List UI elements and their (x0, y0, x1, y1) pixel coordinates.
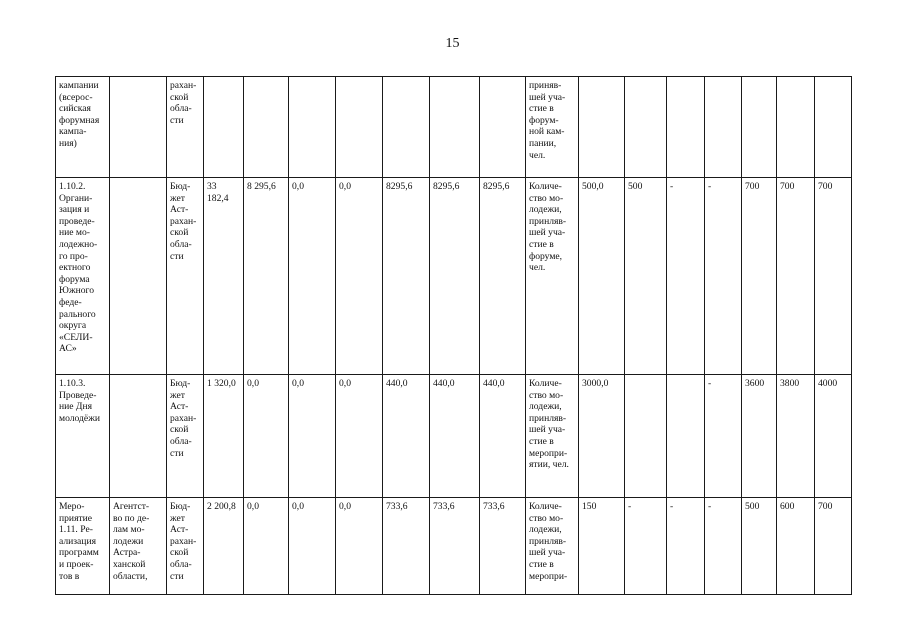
table-cell: кампании (всерос- сийская форумная кампа- ния) (56, 77, 110, 178)
table-row (56, 77, 852, 178)
table-cell: 0,0 (336, 375, 383, 498)
table-cell: 3600 (742, 375, 777, 498)
table-cell (430, 77, 480, 178)
table-cell (289, 77, 336, 178)
table-cell: 8295,6 (480, 178, 526, 375)
table-cell: приняв- шей уча- стие в форум- ной кам- пании, чел. (526, 77, 579, 178)
table-cell: Меро- приятие 1.11. Ре- ализация программ и проек- тов в (56, 498, 110, 595)
table-cell: 500 (625, 178, 667, 375)
table-cell: Количе- ство мо- лодежи, принляв- шей уча- стие в меропри- (526, 498, 579, 595)
table-cell (667, 375, 705, 498)
table-cell (110, 178, 167, 375)
table-cell (383, 77, 430, 178)
budget-table (55, 76, 852, 595)
table-cell: Бюд- жет Аст- рахан- ской обла- сти (167, 178, 204, 375)
table-cell: 4000 (815, 375, 852, 498)
table-cell: - (667, 498, 705, 595)
table-row (56, 498, 852, 595)
table-cell: Бюд- жет Аст- рахан- ской обла- сти (167, 375, 204, 498)
table-cell: рахан- ской обла- сти (167, 77, 204, 178)
table-cell: 0,0 (336, 498, 383, 595)
table-cell: 3000,0 (579, 375, 625, 498)
table-cell: 733,6 (430, 498, 480, 595)
table-cell (815, 77, 852, 178)
table-cell: 0,0 (244, 498, 289, 595)
table-cell: 1 320,0 (204, 375, 244, 498)
table-cell (625, 375, 667, 498)
table-cell (705, 77, 742, 178)
table-cell: 440,0 (480, 375, 526, 498)
table-cell (336, 77, 383, 178)
table-cell: Агентст- во по де- лам мо- лодежи Астра- ханской области, (110, 498, 167, 595)
table-row (56, 375, 852, 498)
table-cell (742, 77, 777, 178)
table-cell (667, 77, 705, 178)
table-cell: Количе- ство мо- лодежи, принляв- шей уча- стие в форуме, чел. (526, 178, 579, 375)
table-cell: - (625, 498, 667, 595)
table-cell: 733,6 (383, 498, 430, 595)
table-cell (110, 77, 167, 178)
table-cell: 700 (742, 178, 777, 375)
table-cell: 1.10.3. Проведе- ние Дня молодёжи (56, 375, 110, 498)
table-cell: 3800 (777, 375, 815, 498)
table-cell (579, 77, 625, 178)
table-cell: 33 182,4 (204, 178, 244, 375)
table-cell: 500,0 (579, 178, 625, 375)
table-cell: 0,0 (289, 498, 336, 595)
table-cell: 700 (777, 178, 815, 375)
table-cell: 733,6 (480, 498, 526, 595)
table-cell: 500 (742, 498, 777, 595)
page-number: 15 (445, 36, 460, 51)
table-cell: 2 200,8 (204, 498, 244, 595)
table-cell: 150 (579, 498, 625, 595)
table-cell: 0,0 (244, 375, 289, 498)
table-cell: 0,0 (289, 375, 336, 498)
table-cell (625, 77, 667, 178)
table-cell: - (705, 498, 742, 595)
table-cell: - (667, 178, 705, 375)
table-cell: 440,0 (383, 375, 430, 498)
table-cell: 700 (815, 498, 852, 595)
table-cell: 440,0 (430, 375, 480, 498)
table-cell: 0,0 (289, 178, 336, 375)
table-cell: 8295,6 (430, 178, 480, 375)
table-cell: 0,0 (336, 178, 383, 375)
table-cell (204, 77, 244, 178)
table-cell (480, 77, 526, 178)
table-cell: Бюд- жет Аст- рахан- ской обла- сти (167, 498, 204, 595)
table-cell: Количе- ство мо- лодежи, принляв- шей уча- стие в меропри- ятии, чел. (526, 375, 579, 498)
table-cell: 8 295,6 (244, 178, 289, 375)
table-cell: 600 (777, 498, 815, 595)
table-cell: 8295,6 (383, 178, 430, 375)
table-cell: 1.10.2. Органи- зация и проведе- ние мо- лодежно- го про- ектного форума Южного феде- рального округа «СЕЛИ- АС» (56, 178, 110, 375)
table-cell (110, 375, 167, 498)
table-cell: - (705, 178, 742, 375)
table-cell (244, 77, 289, 178)
table-cell: 700 (815, 178, 852, 375)
table-cell: - (705, 375, 742, 498)
table-cell (777, 77, 815, 178)
table-row (56, 178, 852, 375)
